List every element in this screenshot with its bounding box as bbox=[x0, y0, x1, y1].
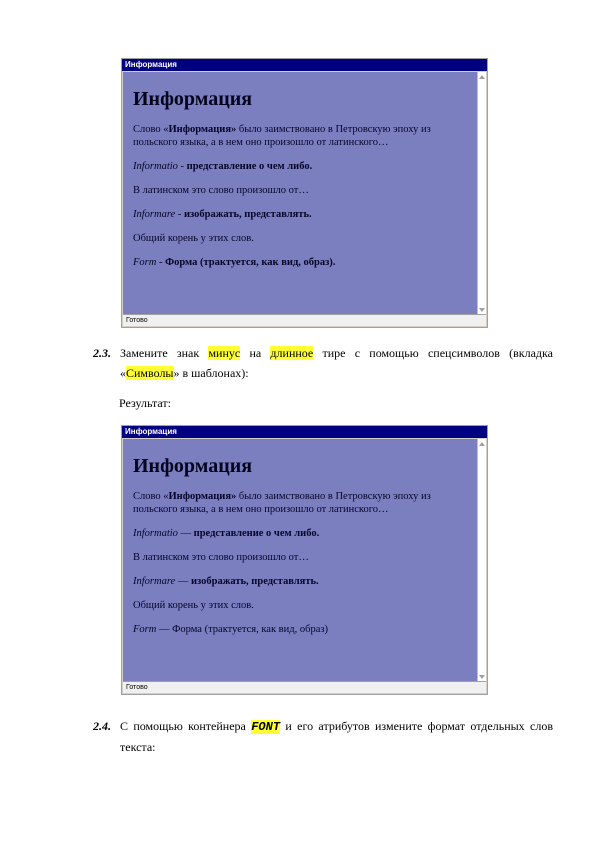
paragraph-4: Informare - изображать, представлять. bbox=[133, 209, 312, 220]
status-bar: Готово bbox=[123, 314, 486, 326]
paragraph-5: Общий корень у этих слов. bbox=[133, 600, 254, 611]
paragraph-2: Informatio — представление о чем либо. bbox=[133, 528, 320, 539]
step-2-3 bbox=[93, 343, 553, 383]
code-font-tag: FONT bbox=[251, 720, 281, 734]
paragraph-6: Form - Форма (трактуется, как вид, образ). bbox=[133, 257, 336, 268]
window-title: Информация bbox=[122, 426, 487, 438]
paragraph-1: Слово «Информация» было заимствовано в Петровскую эпоху из польского языка, а в нем оно произошло от латинского… bbox=[133, 124, 431, 148]
vertical-scrollbar[interactable] bbox=[477, 439, 486, 682]
scroll-down-icon[interactable] bbox=[479, 308, 485, 312]
scroll-up-icon[interactable] bbox=[479, 442, 485, 446]
window-title: Информация bbox=[122, 59, 487, 71]
paragraph-5: Общий корень у этих слов. bbox=[133, 233, 254, 244]
page-content bbox=[123, 439, 478, 682]
page-content bbox=[123, 72, 478, 315]
page-heading: Информация bbox=[133, 455, 253, 477]
result-label: Результат: bbox=[119, 396, 171, 410]
status-bar: Готово bbox=[123, 681, 486, 693]
browser-screenshot-1 bbox=[121, 58, 488, 328]
highlight-minus: минус bbox=[208, 346, 241, 360]
highlight-symbols: Символы bbox=[126, 366, 174, 380]
step-text: С помощью контейнера FONT и его атрибутов измените формат отдельных слов текста: bbox=[120, 719, 554, 754]
browser-screenshot-2 bbox=[121, 425, 488, 695]
paragraph-3: В латинском это слово произошло от… bbox=[133, 185, 309, 196]
step-number: 2.4. bbox=[93, 719, 111, 733]
paragraph-2: Informatio - представление о чем либо. bbox=[133, 161, 313, 172]
scroll-down-icon[interactable] bbox=[479, 675, 485, 679]
paragraph-1: Слово «Информация» было заимствовано в Петровскую эпоху из польского языка, а в нем оно произошло от латинского… bbox=[133, 491, 431, 515]
paragraph-4: Informare — изображать, представлять. bbox=[133, 576, 319, 587]
highlight-long: длинное bbox=[270, 346, 314, 360]
scroll-up-icon[interactable] bbox=[479, 75, 485, 79]
vertical-scrollbar[interactable] bbox=[477, 72, 486, 315]
step-2-4 bbox=[93, 716, 553, 757]
step-text: Замените знак минус на длинное тире с помощью спецсимволов (вкладка «Символы» в шаблонах): bbox=[120, 346, 553, 380]
paragraph-6: Form — Форма (трактуется, как вид, образ) bbox=[133, 624, 328, 635]
paragraph-3: В латинском это слово произошло от… bbox=[133, 552, 309, 563]
page-heading: Информация bbox=[133, 88, 253, 110]
step-number: 2.3. bbox=[93, 346, 111, 360]
